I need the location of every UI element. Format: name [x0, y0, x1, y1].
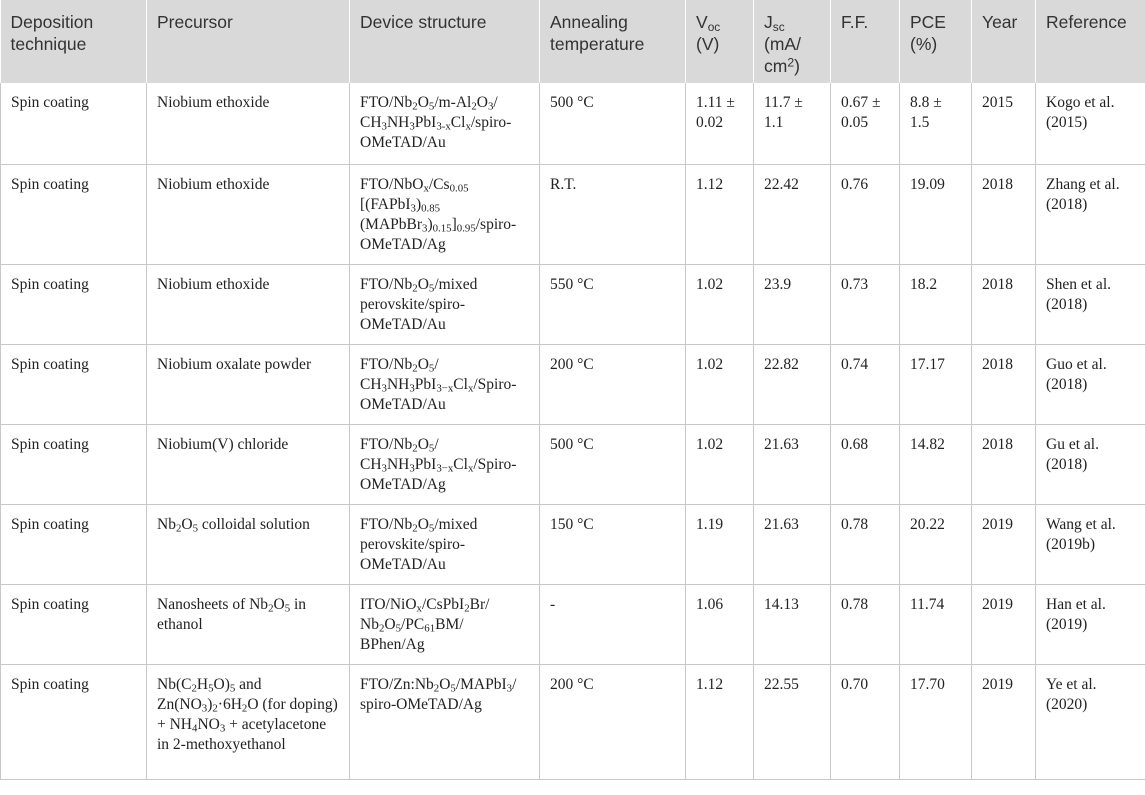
cell-technique: Spin coating [1, 664, 147, 779]
cell-technique: Spin coating [1, 264, 147, 344]
cell-year: 2019 [972, 664, 1036, 779]
header-jsc: $J_{sc}$ (mA/ $cm^2$) [754, 0, 831, 83]
table-row [1, 504, 1145, 584]
cell-year: 2018 [972, 164, 1036, 264]
cell-structure: FTO/$Nb_2O_5$/mixed perovskite/spiro-OMeTAD/Au [350, 504, 540, 584]
table-row [1, 424, 1145, 504]
cell-voc: 1.02 [686, 424, 754, 504]
cell-technique: Spin coating [1, 83, 147, 164]
cell-jsc: 22.55 [754, 664, 831, 779]
cell-jsc: 21.63 [754, 424, 831, 504]
cell-precursor: Niobium ethoxide [147, 264, 350, 344]
cell-jsc: 23.9 [754, 264, 831, 344]
cell-reference: Kogo et al. (2015) [1036, 83, 1145, 164]
header-reference: Reference [1036, 0, 1145, 83]
table-row [1, 664, 1145, 779]
cell-ff: 0.78 [831, 504, 900, 584]
cell-pce: 20.22 [900, 504, 972, 584]
table-row [1, 264, 1145, 344]
table-row [1, 584, 1145, 664]
cell-voc: 1.12 [686, 664, 754, 779]
cell-precursor: Nanosheets of $Nb_2O_5$ in ethanol [147, 584, 350, 664]
cell-reference: Ye et al. (2020) [1036, 664, 1145, 779]
cell-ff: 0.76 [831, 164, 900, 264]
cell-structure: FTO/$Nb_2O_5/m-Al_2O_3/$ $CH_3NH_3PbI_{3-x}Cl_x/spiro-OMeTAD/Au$ [350, 83, 540, 164]
cell-pce: 14.82 [900, 424, 972, 504]
cell-year: 2015 [972, 83, 1036, 164]
cell-jsc: 22.82 [754, 344, 831, 424]
cell-jsc: 22.42 [754, 164, 831, 264]
table-row [1, 83, 1145, 164]
cell-year: 2019 [972, 504, 1036, 584]
cell-precursor: Niobium(V) chloride [147, 424, 350, 504]
cell-reference: Han et al. (2019) [1036, 584, 1145, 664]
cell-pce: 11.74 [900, 584, 972, 664]
header-technique: Deposition technique [1, 0, 147, 83]
cell-precursor: Niobium ethoxide [147, 83, 350, 164]
header-ff: F.F. [831, 0, 900, 83]
cell-structure: ITO/NiO$_x$/CsPbI$_2$Br/ $Nb_2O_5/PC_{61}BM/$ BPhen/Ag [350, 584, 540, 664]
cell-reference: Guo et al. (2018) [1036, 344, 1145, 424]
cell-pce: 19.09 [900, 164, 972, 264]
cell-technique: Spin coating [1, 344, 147, 424]
header-year: Year [972, 0, 1036, 83]
cell-structure: FTO/$Nb_2O_5$/mixed perovskite/spiro-OMeTAD/Au [350, 264, 540, 344]
cell-technique: Spin coating [1, 584, 147, 664]
cell-structure: FTO/$Nb_2O_5/$ $CH_3NH_3PbI_{3-x}Cl_x/Spiro-OMeTAD/Ag$ [350, 424, 540, 504]
table-row [1, 344, 1145, 424]
cell-structure: FTO/$Nb_2O_5/$ $CH_3NH_3PbI_{3-x}Cl_x/Spiro-OMeTAD/Au$ [350, 344, 540, 424]
header-annealing: Annealing temperature [540, 0, 686, 83]
cell-jsc: 21.63 [754, 504, 831, 584]
cell-annealing: 550 °C [540, 264, 686, 344]
cell-technique: Spin coating [1, 504, 147, 584]
table-row [1, 164, 1145, 264]
cell-voc: 1.11 ± 0.02 [686, 83, 754, 164]
cell-year: 2018 [972, 424, 1036, 504]
cell-annealing: 150 °C [540, 504, 686, 584]
cell-annealing: 500 °C [540, 83, 686, 164]
cell-technique: Spin coating [1, 424, 147, 504]
cell-ff: 0.73 [831, 264, 900, 344]
cell-reference: Shen et al. (2018) [1036, 264, 1145, 344]
cell-year: 2019 [972, 584, 1036, 664]
cell-pce: 8.8 ± 1.5 [900, 83, 972, 164]
cell-annealing: 500 °C [540, 424, 686, 504]
cell-jsc: 14.13 [754, 584, 831, 664]
cell-voc: 1.02 [686, 344, 754, 424]
cell-annealing: 200 °C [540, 344, 686, 424]
cell-ff: 0.74 [831, 344, 900, 424]
cell-voc: 1.12 [686, 164, 754, 264]
header-row [1, 0, 1145, 83]
cell-precursor: Niobium oxalate powder [147, 344, 350, 424]
cell-precursor: $Nb(C_2H_5O)_5$ and $Zn(NO_3)_2\cdot 6H_2O$ (for doping) + $NH_4NO_3$ + acetylacetone in 2-methoxyethanol [147, 664, 350, 779]
cell-voc: 1.19 [686, 504, 754, 584]
cell-voc: 1.02 [686, 264, 754, 344]
cell-annealing: 200 °C [540, 664, 686, 779]
cell-year: 2018 [972, 344, 1036, 424]
header-structure: Device structure [350, 0, 540, 83]
header-pce: PCE (%) [900, 0, 972, 83]
cell-pce: 17.70 [900, 664, 972, 779]
cell-pce: 18.2 [900, 264, 972, 344]
cell-technique: Spin coating [1, 164, 147, 264]
cell-annealing: R.T. [540, 164, 686, 264]
cell-ff: 0.67 ± 0.05 [831, 83, 900, 164]
cell-precursor: $Nb_2O_5$ colloidal solution [147, 504, 350, 584]
cell-ff: 0.70 [831, 664, 900, 779]
cell-reference: Wang et al. (2019b) [1036, 504, 1145, 584]
cell-jsc: 11.7 ± 1.1 [754, 83, 831, 164]
cell-voc: 1.06 [686, 584, 754, 664]
header-precursor: Precursor [147, 0, 350, 83]
cell-structure: FTO/$Zn:Nb_2O_5/MAPbI_3/$ spiro-OMeTAD/Ag [350, 664, 540, 779]
header-voc: $V_{oc}$ (V) [686, 0, 754, 83]
cell-reference: Gu et al. (2018) [1036, 424, 1145, 504]
cell-year: 2018 [972, 264, 1036, 344]
cell-ff: 0.78 [831, 584, 900, 664]
cell-annealing: - [540, 584, 686, 664]
cell-reference: Zhang et al. (2018) [1036, 164, 1145, 264]
cell-precursor: Niobium ethoxide [147, 164, 350, 264]
cell-pce: 17.17 [900, 344, 972, 424]
cell-ff: 0.68 [831, 424, 900, 504]
cell-structure: FTO/$NbO_x/Cs_{0.05}$ [$(FAPbI_3)_{0.85}$ $(MAPbBr_3)_{0.15}]_{0.95}/spiro-OMeTAD/Ag$ [350, 164, 540, 264]
